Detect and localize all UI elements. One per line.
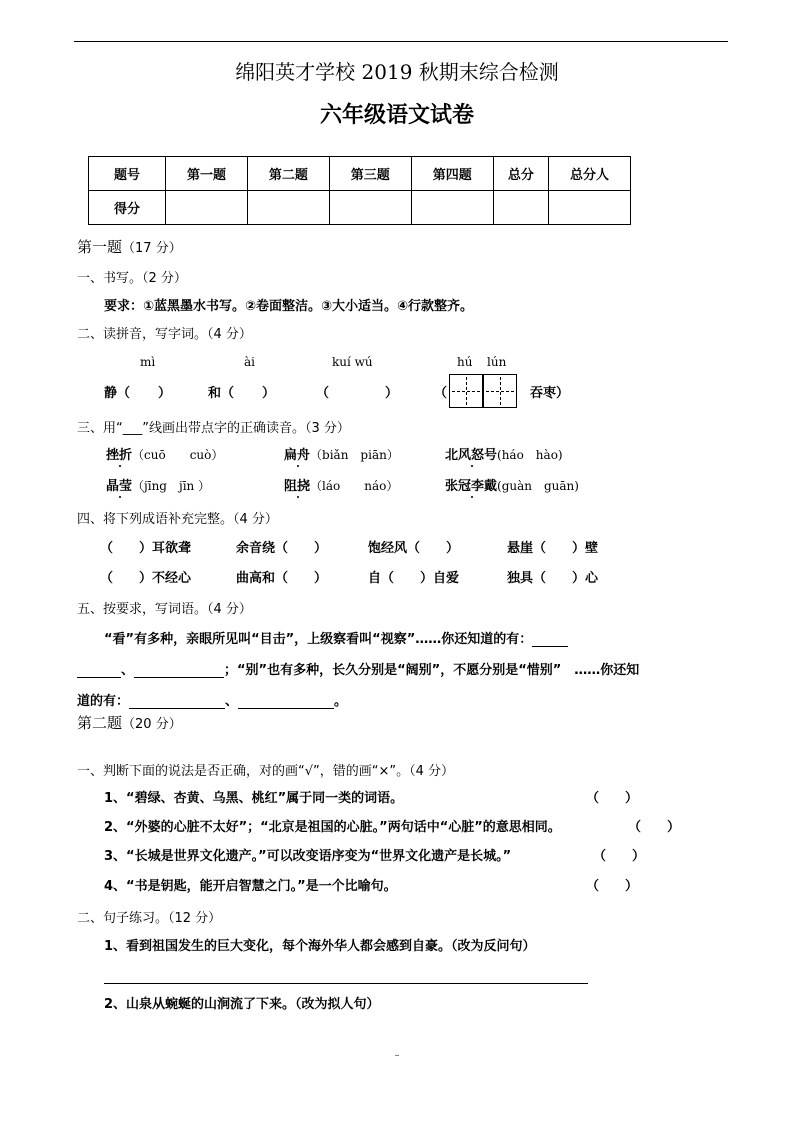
q5-line2: 、 ；“别”也有多种，长久分别是“阔别”，不愿分别是“惜别” ……你还知 — [77, 659, 639, 678]
score-cell[interactable] — [247, 191, 329, 225]
answer-blank[interactable] — [129, 708, 225, 709]
idiom-item: （ ）不经心 — [100, 571, 192, 586]
q3-item: 阻挠（láo náo） — [284, 479, 399, 494]
judge-item: 2、“外婆的心脏不太好”；“北京是祖国的心脏。”两句话中“心脏”的意思相同。 — [104, 820, 561, 835]
score-header-cell: 总分 — [493, 157, 548, 191]
pinyin-kuiwu: kuí wú — [332, 355, 373, 369]
q2-item1: 静（ ） — [104, 386, 172, 401]
pinyin-lun: lún — [487, 355, 507, 369]
part1-title: 第一题 — [77, 238, 123, 256]
paper-title: 六年级语文试卷 — [319, 103, 474, 128]
idiom-item: 悬崖（ ）壁 — [507, 541, 599, 556]
score-cell[interactable] — [329, 191, 411, 225]
idiom-item: 自（ ）自爱 — [368, 571, 460, 586]
top-rule — [74, 41, 728, 42]
q3-item: 扁舟（biǎn piān） — [284, 448, 399, 463]
q1-heading: 一、书写。（2 分） — [77, 271, 187, 286]
p2-q1-heading: 一、判断下面的说法是否正确，对的画“√”，错的画“×”。（4 分） — [77, 764, 455, 779]
score-cell[interactable] — [493, 191, 548, 225]
score-table — [88, 156, 631, 225]
score-header-cell: 第二题 — [247, 157, 329, 191]
judge-answer-paren[interactable]: （ ） — [586, 791, 639, 806]
part2-title: 第二题 — [77, 714, 123, 732]
tianzi-grid-box[interactable] — [483, 374, 517, 408]
q1-requirement: 要求：①蓝黑墨水书写。②卷面整洁。③大小适当。④行款整齐。 — [104, 299, 474, 314]
q2-heading: 二、读拼音，写字词。（4 分） — [77, 327, 252, 342]
q5-line3: 道的有： 、 。 — [77, 694, 348, 709]
page-mark: – — [394, 1050, 400, 1061]
score-table-header-row — [89, 157, 631, 191]
school-title: 绵阳英才学校 2019 秋期末综合检测 — [235, 60, 559, 84]
q2-item4-suffix: 吞枣） — [530, 386, 570, 401]
answer-line[interactable] — [104, 983, 588, 984]
q5-line1: “看”有多种，亲眼所见叫“目击”，上级察看叫“视察”……你还知道的有： — [104, 628, 568, 647]
score-cell[interactable] — [166, 191, 248, 225]
answer-blank[interactable] — [134, 677, 224, 678]
score-row-label: 得分 — [89, 191, 166, 225]
tianzi-grid-box[interactable] — [449, 374, 483, 408]
q2-item2: 和（ ） — [208, 386, 276, 401]
judge-answer-paren[interactable]: （ ） — [593, 849, 646, 864]
sentence-item: 1、看到祖国发生的巨大变化，每个海外华人都会感到自豪。（改为反问句） — [104, 939, 536, 954]
idiom-item: 曲高和（ ） — [236, 571, 328, 586]
part1-points: （17 分） — [122, 241, 182, 256]
score-header-cell: 第三题 — [329, 157, 411, 191]
answer-blank[interactable] — [77, 677, 121, 678]
judge-answer-paren[interactable]: （ ） — [628, 820, 681, 835]
part1-heading — [77, 236, 182, 257]
idiom-item: 饱经风（ ） — [368, 541, 460, 556]
part2-heading — [77, 712, 182, 733]
q2-item3: （ ） — [316, 386, 399, 401]
answer-blank[interactable] — [532, 646, 568, 647]
q3-item: 晶莹（jīng jīn ） — [106, 479, 211, 494]
pinyin-mi: mì — [140, 355, 156, 369]
score-header-cell: 题号 — [89, 157, 166, 191]
q4-heading: 四、将下列成语补充完整。（4 分） — [77, 512, 278, 527]
q5-heading: 五、按要求，写词语。（4 分） — [77, 602, 252, 617]
score-cell[interactable] — [549, 191, 631, 225]
score-table-score-row — [89, 191, 631, 225]
pinyin-ai: ài — [244, 355, 255, 369]
q3-item: 挫折（cuō cuò） — [106, 448, 224, 463]
idiom-item: （ ）耳欲聋 — [100, 541, 192, 556]
pinyin-hu: hú — [457, 355, 473, 369]
q2-item4-open: （ — [434, 386, 448, 401]
score-cell[interactable] — [411, 191, 493, 225]
judge-item: 3、“长城是世界文化遗产。”可以改变语序变为“世界文化遗产是长城。” — [104, 849, 512, 864]
q3-heading: 三、用“___”线画出带点字的正确读音。（3 分） — [77, 421, 350, 436]
p2-q2-heading: 二、句子练习。（12 分） — [77, 911, 222, 926]
judge-answer-paren[interactable]: （ ） — [586, 879, 639, 894]
idiom-item: 余音绕（ ） — [236, 541, 328, 556]
judge-item: 1、“碧绿、杏黄、乌黑、桃红”属于同一类的词语。 — [104, 791, 404, 806]
part2-points: （20 分） — [122, 717, 182, 732]
answer-blank[interactable] — [238, 708, 334, 709]
q3-item: 北风怒号(háo hào) — [445, 448, 563, 463]
idiom-item: 独具（ ）心 — [507, 571, 599, 586]
sentence-item: 2、山泉从蜿蜒的山涧流了下来。（改为拟人句） — [104, 997, 380, 1012]
score-header-cell: 第四题 — [411, 157, 493, 191]
q3-item: 张冠李戴(guàn guān) — [445, 479, 579, 494]
judge-item: 4、“书是钥匙，能开启智慧之门。”是一个比喻句。 — [104, 879, 397, 894]
score-header-cell: 第一题 — [166, 157, 248, 191]
score-header-cell: 总分人 — [549, 157, 631, 191]
